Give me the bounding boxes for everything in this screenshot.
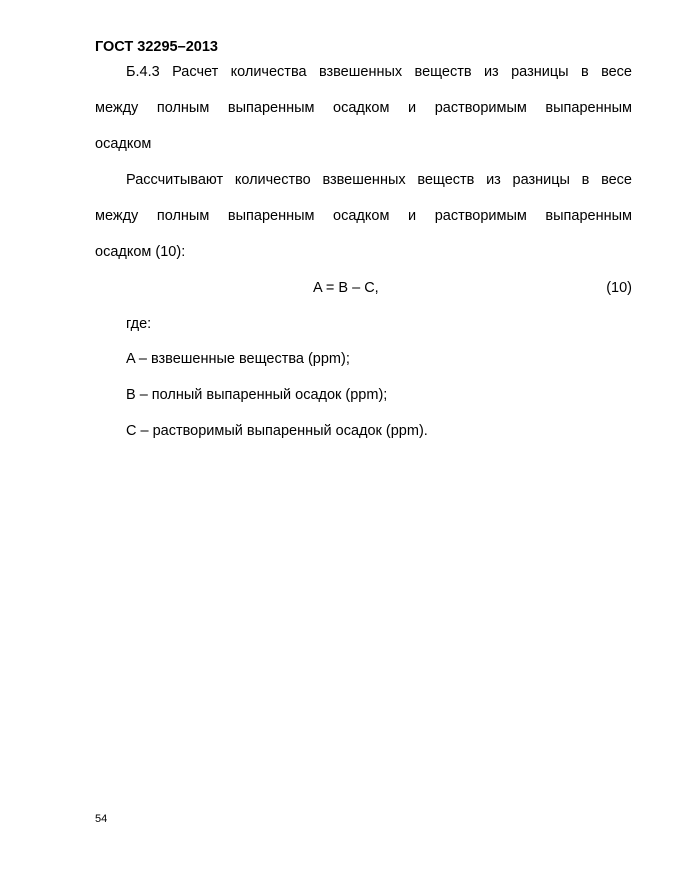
page-number: 54 xyxy=(95,813,108,825)
document-standard-header: ГОСТ 32295–2013 xyxy=(95,39,218,55)
definition-item-c: C – растворимый выпаренный осадок (ppm). xyxy=(126,423,428,439)
definition-item-a: A – взвешенные вещества (ppm); xyxy=(126,351,350,367)
formula-expression: A = B – C, xyxy=(313,280,379,296)
formula-number: (10) xyxy=(606,280,632,296)
body-paragraph-line-2: между полным выпаренным осадком и растворимым выпаренным xyxy=(95,208,632,224)
section-heading-line-1: Б.4.3 Расчет количества взвешенных веществ из разницы в весе xyxy=(126,64,632,80)
section-heading-line-3: осадком xyxy=(95,136,152,152)
where-label: где: xyxy=(126,316,152,332)
section-heading-line-2: между полным выпаренным осадком и растворимым выпаренным xyxy=(95,100,632,116)
definition-item-b: B – полный выпаренный осадок (ppm); xyxy=(126,387,388,403)
body-paragraph-line-3: осадком (10): xyxy=(95,244,186,260)
formula-row xyxy=(95,279,632,297)
body-paragraph-line-1: Рассчитывают количество взвешенных веществ из разницы в весе xyxy=(126,172,632,188)
